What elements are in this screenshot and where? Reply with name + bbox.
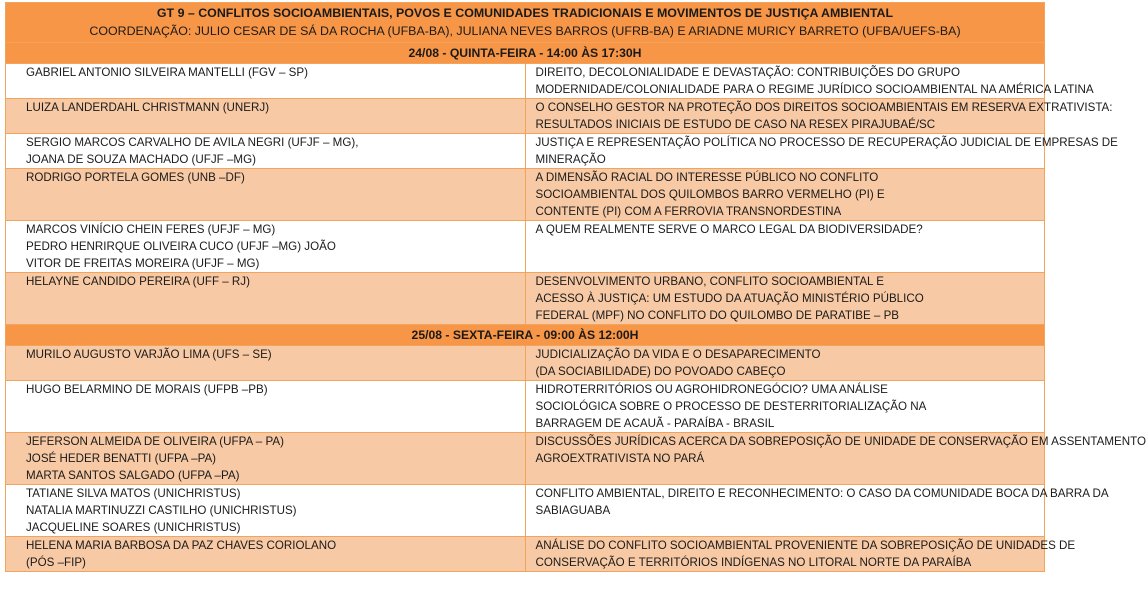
paper-title-line: MINERAÇÃO (535, 153, 606, 166)
speakers-cell (6, 537, 526, 572)
speaker-name: NATALIA MARTINUZZI CASTILHO (UNICHRISTUS) (26, 504, 297, 517)
speakers-cell (6, 273, 526, 325)
speaker-name: MARTA SANTOS SALGADO (UFPA –PA) (26, 469, 240, 482)
group-title: GT 9 – CONFLITOS SOCIOAMBIENTAIS, POVOS E COMUNIDADES TRADICIONAIS E MOVIMENTOS DE JUSTIÇA AMBIENTAL (156, 6, 894, 20)
speakers-cell (6, 64, 526, 99)
speaker-name: SERGIO MARCOS CARVALHO DE AVILA NEGRI (UFJF – MG), (26, 136, 359, 149)
speaker-name: RODRIGO PORTELA GOMES (UNB –DF) (26, 171, 245, 184)
speaker-name: HELENA MARIA BARBOSA DA PAZ CHAVES CORIOLANO (26, 539, 337, 552)
paper-title-line: A DIMENSÃO RACIAL DO INTERESSE PÚBLICO NO CONFLITO (535, 171, 879, 184)
session-row (6, 169, 1045, 221)
paper-title-line: (DA SOCIABILIDADE) DO POVOADO CABEÇO (535, 365, 786, 378)
speaker-name: JOANA DE SOUZA MACHADO (UFJF –MG) (26, 153, 256, 166)
day-header-row (6, 43, 1045, 64)
paper-title-line: FEDERAL (MPF) NO CONFLITO DO QUILOMBO DE PARATIBE – PB (535, 309, 900, 322)
paper-title-cell (525, 134, 1118, 169)
speaker-name: HUGO BELARMINO DE MORAIS (UFPB –PB) (26, 383, 268, 396)
session-row (6, 221, 1045, 273)
paper-title-cell (525, 433, 1146, 485)
session-row (6, 433, 1045, 485)
speakers-cell (6, 99, 526, 134)
paper-title-line: O CONSELHO GESTOR NA PROTEÇÃO DOS DIREITOS SOCIOAMBIENTAIS EM RESERVA EXTRATIVISTA: (535, 101, 1113, 114)
paper-title-cell (525, 485, 1109, 537)
paper-title-line: CONTENTE (PI) COM A FERROVIA TRANSNORDESTINA (535, 205, 842, 218)
speaker-name: JOSÉ HEDER BENATTI (UFPA –PA) (26, 452, 217, 465)
paper-title-line: A QUEM REALMENTE SERVE O MARCO LEGAL DA BIODIVERSIDADE? (535, 223, 923, 236)
session-row (6, 64, 1045, 99)
speakers-cell (6, 346, 526, 381)
paper-title-cell (525, 273, 1045, 325)
speakers-cell (6, 169, 526, 221)
paper-title-cell (525, 64, 1094, 99)
header-cell (6, 3, 1045, 43)
speaker-name: JACQUELINE SOARES (UNICHRISTUS) (26, 521, 241, 534)
paper-title-line: RESULTADOS INICIAIS DE ESTUDO DE CASO NA RESEX PIRAJUBAÉ/SC (535, 118, 936, 131)
session-row (6, 485, 1045, 537)
session-row (6, 381, 1045, 433)
paper-title-line: SABIAGUABA (535, 504, 611, 517)
session-row (6, 537, 1045, 572)
paper-title-cell (525, 346, 1045, 381)
session-row (6, 99, 1045, 134)
speaker-name: HELAYNE CANDIDO PEREIRA (UFF – RJ) (26, 275, 250, 288)
speakers-cell (6, 134, 526, 169)
paper-title-line: BARRAGEM DE ACAUÃ - PARAÍBA - BRASIL (535, 417, 775, 430)
day-label: 25/08 - SEXTA-FEIRA - 09:00 ÀS 12:00H (6, 325, 1045, 346)
day-label: 24/08 - QUINTA-FEIRA - 14:00 ÀS 17:30H (6, 43, 1045, 64)
schedule-table (5, 2, 1146, 572)
speaker-name: GABRIEL ANTONIO SILVEIRA MANTELLI (FGV – SP) (26, 66, 308, 79)
speaker-name: JEFERSON ALMEIDA DE OLIVEIRA (UFPA – PA) (26, 435, 284, 448)
speaker-name: VITOR DE FREITAS MOREIRA (UFJF – MG) (26, 257, 260, 270)
speaker-name: PEDRO HENRIRQUE OLIVEIRA CUCO (UFJF –MG) JOÃO (26, 240, 336, 253)
session-row (6, 134, 1045, 169)
paper-title-line: AGROEXTRATIVISTA NO PARÁ (535, 452, 705, 465)
header-row (6, 3, 1045, 43)
session-row (6, 273, 1045, 325)
paper-title-line: DIREITO, DECOLONIALIDADE E DEVASTAÇÃO: CONTRIBUIÇÕES DO GRUPO (535, 66, 961, 79)
speakers-cell (6, 485, 526, 537)
paper-title-line: SOCIOAMBIENTAL DOS QUILOMBOS BARRO VERMELHO (PI) E (535, 188, 885, 201)
paper-title-line: CONFLITO AMBIENTAL, DIREITO E RECONHECIMENTO: O CASO DA COMUNIDADE BOCA DA BARRA DA (535, 487, 1109, 500)
coordination-line: COORDENAÇÃO: JULIO CESAR DE SÁ DA ROCHA (UFBA-BA), JULIANA NEVES BARROS (UFRB-BA) E ARIADNE MURICY BARRETO (UFBA/UEFS-BA) (89, 24, 961, 38)
paper-title-line: DESENVOLVIMENTO URBANO, CONFLITO SOCIOAMBIENTAL E (535, 275, 885, 288)
speakers-cell (6, 433, 526, 485)
speaker-name: (PÓS –FIP) (26, 556, 86, 569)
speakers-cell (6, 381, 526, 433)
paper-title-line: MODERNIDADE/COLONIALIDADE PARA O REGIME JURÍDICO SOCIOAMBIENTAL NA AMÉRICA LATINA (535, 83, 1094, 96)
session-row (6, 346, 1045, 381)
paper-title-line: HIDROTERRITÓRIOS OU AGROHIDRONEGÓCIO? UMA ANÁLISE (535, 383, 888, 396)
speaker-name: MURILO AUGUSTO VARJÃO LIMA (UFS – SE) (26, 348, 272, 361)
paper-title-cell (525, 221, 1045, 273)
day-header-row (6, 325, 1045, 346)
paper-title-cell (525, 381, 1045, 433)
schedule-body (6, 3, 1146, 572)
paper-title-cell (525, 537, 1076, 572)
speaker-name: LUIZA LANDERDAHL CHRISTMANN (UNERJ) (26, 101, 270, 114)
paper-title-line: JUDICIALIZAÇÃO DA VIDA E O DESAPARECIMENTO (535, 348, 821, 361)
speaker-name: MARCOS VINÍCIO CHEIN FERES (UFJF – MG) (26, 223, 276, 236)
paper-title-line: ACESSO À JUSTIÇA: UM ESTUDO DA ATUAÇÃO MINISTÉRIO PÚBLICO (535, 292, 924, 305)
speaker-name: TATIANE SILVA MATOS (UNICHRISTUS) (26, 487, 241, 500)
paper-title-line: ANÁLISE DO CONFLITO SOCIOAMBIENTAL PROVENIENTE DA SOBREPOSIÇÃO DE UNIDADES DE (535, 539, 1076, 552)
speakers-cell (6, 221, 526, 273)
paper-title-cell (525, 169, 1045, 221)
paper-title-cell (525, 99, 1113, 134)
paper-title-line: DISCUSSÕES JURÍDICAS ACERCA DA SOBREPOSIÇÃO DE UNIDADE DE CONSERVAÇÃO EM ASSENTAMENTO (535, 435, 1146, 448)
paper-title-line: CONSERVAÇÃO E TERRITÓRIOS INDÍGENAS NO LITORAL NORTE DA PARAÍBA (535, 556, 972, 569)
paper-title-line: JUSTIÇA E REPRESENTAÇÃO POLÍTICA NO PROCESSO DE RECUPERAÇÃO JUDICIAL DE EMPRESAS DE (535, 136, 1118, 149)
paper-title-line: SOCIOLÓGICA SOBRE O PROCESSO DE DESTERRITORIALIZAÇÃO NA (535, 400, 927, 413)
